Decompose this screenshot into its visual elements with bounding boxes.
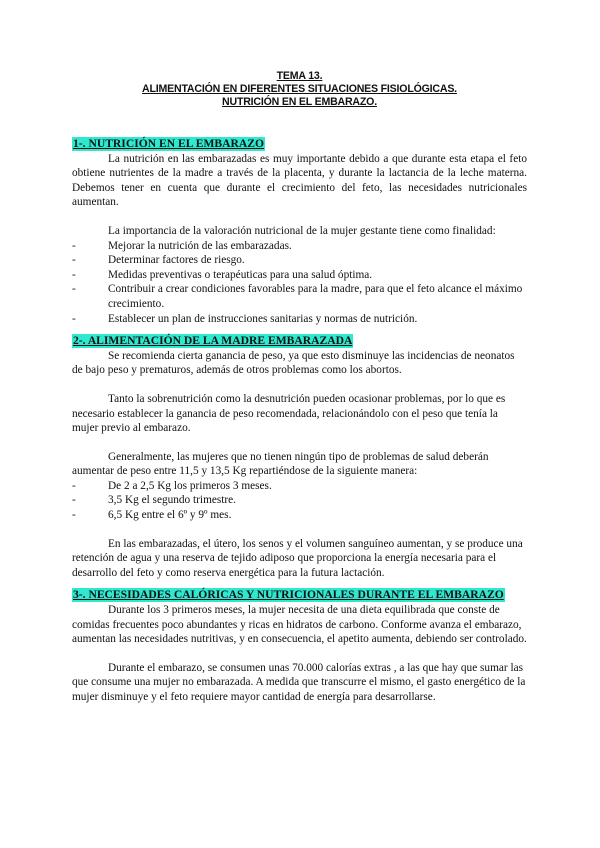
topic-number: TEMA 13. xyxy=(276,70,323,82)
section-3 xyxy=(72,588,527,704)
list-item: - Medidas preventivas o terapéuticas para una salud óptima. xyxy=(72,268,373,281)
section-2-paragraph-3: Generalmente, las mujeres que no tienen ningún tipo de problemas de salud deberán aumentar de peso entre 11,5 y 13,5 Kg repartiéndose de la siguiente manera: xyxy=(72,450,489,478)
section-1-list xyxy=(72,239,527,327)
section-1 xyxy=(72,137,527,326)
section-1-paragraph-2: La importancia de la valoración nutricional de la mujer gestante tiene como finalidad: xyxy=(108,224,496,237)
section-2-list xyxy=(72,479,527,523)
list-item: - Establecer un plan de instrucciones sanitarias y normas de nutrición. xyxy=(72,312,418,325)
document-header xyxy=(72,70,527,109)
list-item: - Contribuir a crear condiciones favorables para la madre, para que el feto alcance el máximo crecimiento. xyxy=(72,283,523,310)
document-page xyxy=(72,70,527,705)
section-1-title: 1-. NUTRICIÓN EN EL EMBARAZO xyxy=(73,137,264,150)
topic-title: ALIMENTACIÓN EN DIFERENTES SITUACIONES FISIOLÓGICAS. xyxy=(142,83,457,95)
topic-subtitle: NUTRICIÓN EN EL EMBARAZO. xyxy=(222,96,377,108)
section-2-paragraph-1: Se recomienda cierta ganancia de peso, ya que esto disminuye las incidencias de neonatos de bajo peso y prematuros, además de otros problemas como los abortos. xyxy=(72,349,515,377)
list-item: - De 2 a 2,5 Kg los primeros 3 meses. xyxy=(72,479,272,492)
section-3-paragraph-1: Durante los 3 primeros meses, la mujer necesita de una dieta equilibrada que conste de comidas frecuentes poco abundantes y ricas en hidratos de carbono. Conforme avanza el embarazo, aumentan las necesidades nutritivas, y en consecuencia, el apetito aumenta, debiendo ser controlado. xyxy=(72,604,527,646)
section-1-paragraph-1: La nutrición en las embarazadas es muy importante debido a que durante esta etapa el feto obtiene nutrientes de la madre a través de la placenta, y durante la lactancia de la leche materna. Debemos tener en cuenta que durante el crecimiento del feto, las necesidades nutricionales aumentan. xyxy=(72,152,527,209)
section-2-paragraph-4: En las embarazadas, el útero, los senos y el volumen sanguíneo aumentan, y se produce una retención de agua y una reserva de tejido adiposo que proporciona la energía necesaria para el desarrollo del feto y como reserva energética para la futura lactación. xyxy=(72,537,523,579)
section-2 xyxy=(72,334,527,580)
section-3-paragraph-2: Durante el embarazo, se consumen unas 70.000 calorías extras , a las que hay que sumar las que consume una mujer no embarazada. A medida que transcurre el mismo, el gasto energético de la mujer disminuye y el feto requiere mayor cantidad de energía para desarrollarse. xyxy=(72,661,526,703)
section-2-paragraph-2: Tanto la sobrenutrición como la desnutrición pueden ocasionar problemas, por lo que es necesario establecer la ganancia de peso recomendada, relacionándolo con el peso que tenía la mujer previo al embarazo. xyxy=(72,392,506,435)
section-3-title: 3-. NECESIDADES CALÓRICAS Y NUTRICIONALES DURANTE EL EMBARAZO xyxy=(73,588,504,602)
list-item: - 6,5 Kg entre el 6º y 9º mes. xyxy=(72,509,232,522)
section-2-title: 2-. ALIMENTACIÓN DE LA MADRE EMBARAZADA xyxy=(73,334,353,348)
list-item: - Determinar factores de riesgo. xyxy=(72,254,245,267)
list-item: - Mejorar la nutrición de las embarazadas. xyxy=(72,239,292,252)
list-item: - 3,5 Kg el segundo trimestre. xyxy=(72,494,237,507)
